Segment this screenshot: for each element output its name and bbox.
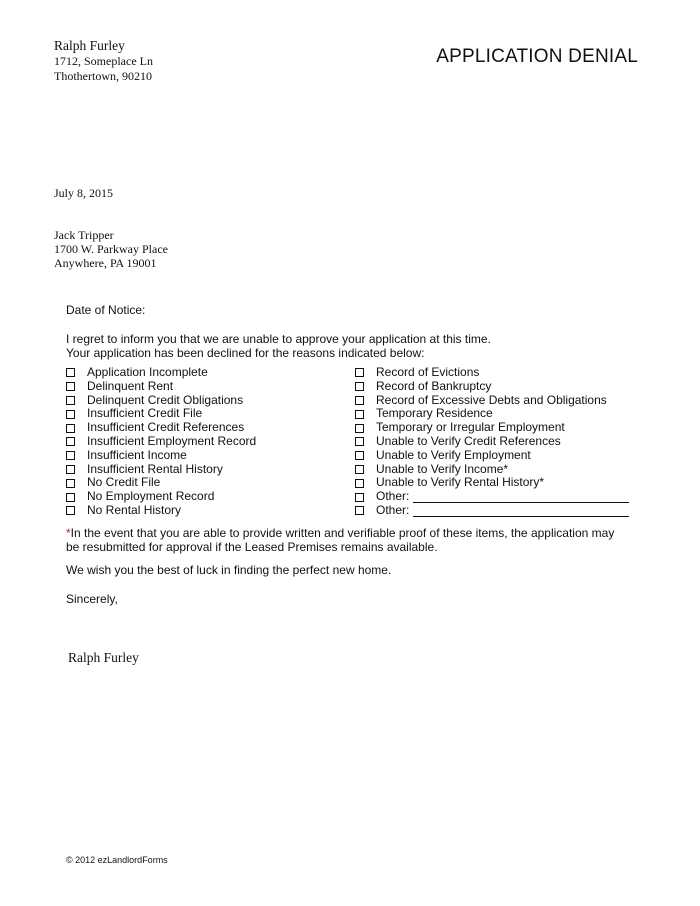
- reason-checkbox[interactable]: [66, 437, 75, 446]
- reason-checkbox[interactable]: [355, 493, 364, 502]
- sender-name: Ralph Furley: [54, 38, 125, 53]
- reason-label: Insufficient Income: [87, 447, 187, 462]
- recipient-name: Jack Tripper: [54, 228, 114, 242]
- reason-label: Delinquent Credit Obligations: [87, 392, 244, 407]
- reason-item: [66, 366, 256, 380]
- reason-label: Record of Evictions: [376, 365, 480, 379]
- disclaimer-text: In the event that you are able to provide written and verifiable proof of these items, the application may be resubmitted for approval if the Leased Premises remains available.: [66, 526, 615, 554]
- reason-item: [66, 463, 256, 477]
- reason-item: [66, 449, 256, 463]
- reason-item: [355, 421, 629, 435]
- reason-checkbox[interactable]: [355, 368, 364, 377]
- reason-label: Insufficient Credit References: [87, 420, 245, 435]
- reason-label: Insufficient Employment Record: [87, 433, 257, 448]
- reason-checkbox[interactable]: [355, 506, 364, 515]
- sender-address-line1: 1712, Someplace Ln: [54, 54, 153, 68]
- reason-item: [355, 449, 629, 463]
- reason-label: Unable to Verify Income*: [376, 461, 509, 476]
- sign-off: Sincerely,: [66, 592, 118, 606]
- reason-item: [66, 435, 256, 449]
- reason-item: [66, 380, 256, 394]
- reason-item: [66, 504, 256, 518]
- reason-item: [66, 421, 256, 435]
- closing-wish: We wish you the best of luck in finding the perfect new home.: [66, 563, 392, 577]
- reason-label: Insufficient Credit File: [87, 406, 203, 421]
- reason-checkbox[interactable]: [355, 382, 364, 391]
- reason-label: Temporary Residence: [376, 406, 493, 421]
- document-title: APPLICATION DENIAL: [436, 46, 638, 67]
- notice-date-label: Date of Notice:: [66, 303, 146, 317]
- reason-item: [355, 394, 629, 408]
- reason-label: Unable to Verify Credit References: [376, 433, 561, 448]
- reason-item: [66, 394, 256, 408]
- intro-line: I regret to inform you that we are unable to approve your application at this time.: [66, 332, 491, 346]
- disclaimer-paragraph: [66, 526, 626, 554]
- reason-checkbox[interactable]: [66, 410, 75, 419]
- reason-label: Unable to Verify Employment: [376, 447, 531, 462]
- intro-line: Your application has been declined for the reasons indicated below:: [66, 346, 425, 360]
- reason-checkbox[interactable]: [66, 368, 75, 377]
- reasons-left-column: [66, 366, 256, 518]
- reason-item: [355, 463, 629, 477]
- reason-label: No Rental History: [87, 502, 182, 517]
- other-label: Other:: [376, 489, 410, 504]
- reason-item: [355, 366, 629, 380]
- reason-checkbox[interactable]: [66, 506, 75, 515]
- reason-checkbox[interactable]: [66, 396, 75, 405]
- reason-label: Record of Bankruptcy: [376, 378, 492, 393]
- reason-item: [66, 490, 256, 504]
- reason-label: No Credit File: [87, 475, 161, 490]
- reason-checkbox[interactable]: [66, 382, 75, 391]
- reason-label: Temporary or Irregular Employment: [376, 420, 565, 435]
- intro-paragraph: [66, 332, 491, 360]
- reason-item: [355, 476, 629, 490]
- sender-address-line2: Thothertown, 90210: [54, 69, 152, 83]
- recipient-block: [54, 228, 168, 270]
- reason-item: [66, 407, 256, 421]
- copyright-footer: © 2012 ezLandlordForms: [66, 855, 168, 865]
- reason-label: No Employment Record: [87, 489, 215, 504]
- letter-date: July 8, 2015: [54, 186, 114, 200]
- reason-label: Application Incomplete: [87, 365, 208, 379]
- reason-item: [355, 435, 629, 449]
- reasons-right-column: [355, 366, 629, 518]
- reason-checkbox[interactable]: [66, 465, 75, 474]
- reason-checkbox[interactable]: [66, 424, 75, 433]
- other-label: Other:: [376, 502, 410, 517]
- reason-item-other: [355, 490, 629, 504]
- reason-label: Unable to Verify Rental History*: [376, 475, 545, 490]
- reason-item: [355, 407, 629, 421]
- recipient-address-line1: 1700 W. Parkway Place: [54, 242, 168, 256]
- reason-label: Delinquent Rent: [87, 378, 174, 393]
- reason-checkbox[interactable]: [355, 465, 364, 474]
- reason-checkbox[interactable]: [355, 437, 364, 446]
- sender-block: [54, 38, 153, 84]
- reason-checkbox[interactable]: [355, 479, 364, 488]
- reason-checkbox[interactable]: [355, 410, 364, 419]
- recipient-address-line2: Anywhere, PA 19001: [54, 256, 157, 270]
- reason-checkbox[interactable]: [355, 451, 364, 460]
- reason-label: Record of Excessive Debts and Obligations: [376, 392, 607, 407]
- reason-item-other: [355, 504, 629, 518]
- reason-checkbox[interactable]: [355, 424, 364, 433]
- reason-checkbox[interactable]: [66, 479, 75, 488]
- reason-item: [355, 380, 629, 394]
- other-reason-blank[interactable]: [413, 491, 629, 503]
- reason-label: Insufficient Rental History: [87, 461, 223, 476]
- reason-checkbox[interactable]: [66, 493, 75, 502]
- reason-item: [66, 476, 256, 490]
- other-reason-blank[interactable]: [413, 505, 629, 517]
- reason-checkbox[interactable]: [66, 451, 75, 460]
- disclaimer-asterisk: *: [66, 526, 71, 540]
- reason-checkbox[interactable]: [355, 396, 364, 405]
- signature: Ralph Furley: [68, 650, 139, 665]
